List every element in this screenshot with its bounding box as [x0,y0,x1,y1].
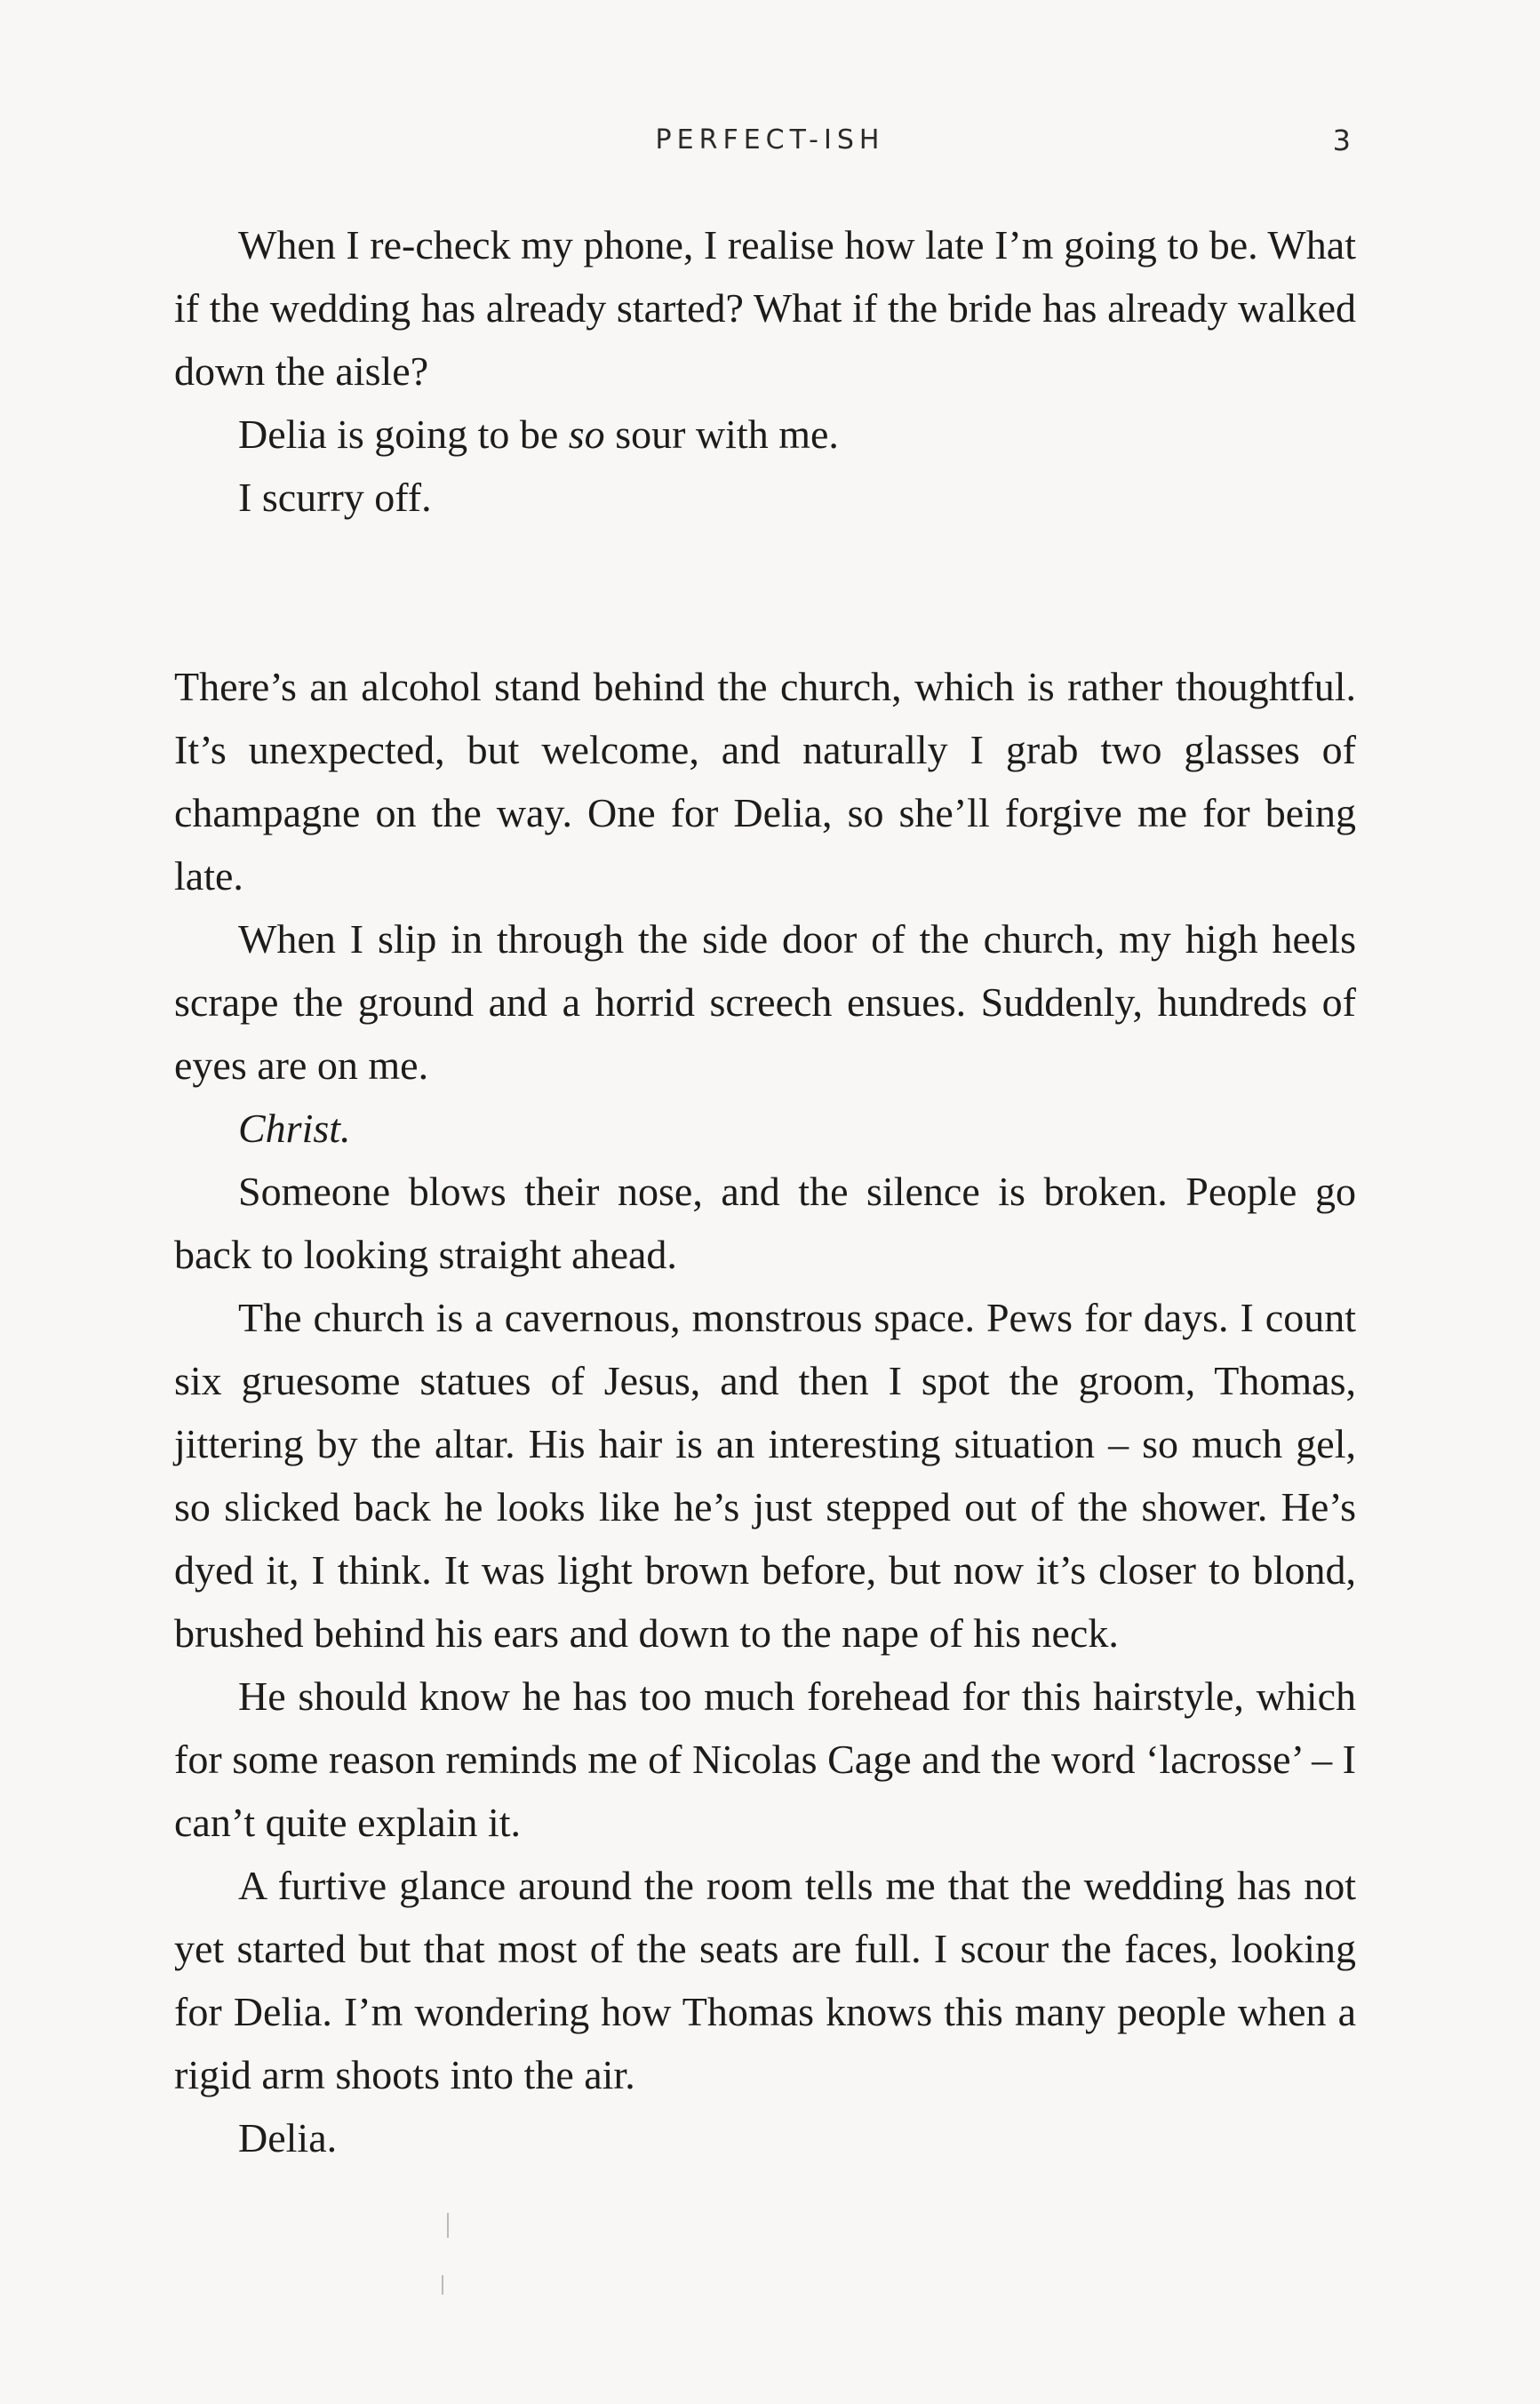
paragraph: He should know he has too much forehead for this hairstyle, which for some reason reminds me of Nicolas Cage and the word ‘lacrosse’ – I can’t quite explain it. [174,1673,1356,1845]
paragraph: Someone blows their nose, and the silence is broken. People go back to looking straight ahead. [174,1169,1356,1277]
scan-mark [442,2275,443,2295]
paragraph [174,1097,1356,1160]
paragraph: The church is a cavernous, monstrous space. Pews for days. I count six gruesome statues of Jesus, and then I spot the groom, Thomas, jittering by the altar. His hair is an interesting situation – so much gel, so slicked back he looks like he’s just stepped out of the shower. He’s dyed it, I think. It was light brown before, but now it’s closer to blond, brushed behind his ears and down to the nape of his neck. [174,1295,1356,1656]
paragraph: Delia. [238,2115,338,2160]
emphasis-text: so [568,411,605,457]
paragraph: There’s an alcohol stand behind the church, which is rather thoughtful. It’s unexpected, but welcome, and naturally I grab two glasses of champagne on the way. One for Delia, so she’ll forgive me for being late. [174,664,1356,899]
scan-mark [447,2213,449,2238]
paragraph [174,403,1356,466]
emphasis-text: Christ. [238,1106,351,1151]
paragraph: When I re-check my phone, I realise how late I’m going to be. What if the wedding has already started? What if the bride has already walked down the aisle? [174,222,1356,394]
text-run: sour with me. [604,411,839,457]
running-header [0,123,1540,158]
page-number: 3 [1332,124,1351,157]
running-title: PERFECT-ISH [655,124,885,156]
paragraph: I scurry off. [238,475,432,520]
paragraph: When I slip in through the side door of the church, my high heels scrape the ground and a horrid screech ensues. Suddenly, hundreds of eyes are on me. [174,916,1356,1088]
text-run: Delia is going to be [238,411,569,457]
paragraph: A furtive glance around the room tells me that the wedding has not yet started but that most of the seats are full. I scour the faces, looking for Delia. I’m wondering how Thomas knows this many people when a rigid arm shoots into the air. [174,1863,1356,2097]
section-break [174,529,1356,655]
body-text [174,213,1356,2169]
